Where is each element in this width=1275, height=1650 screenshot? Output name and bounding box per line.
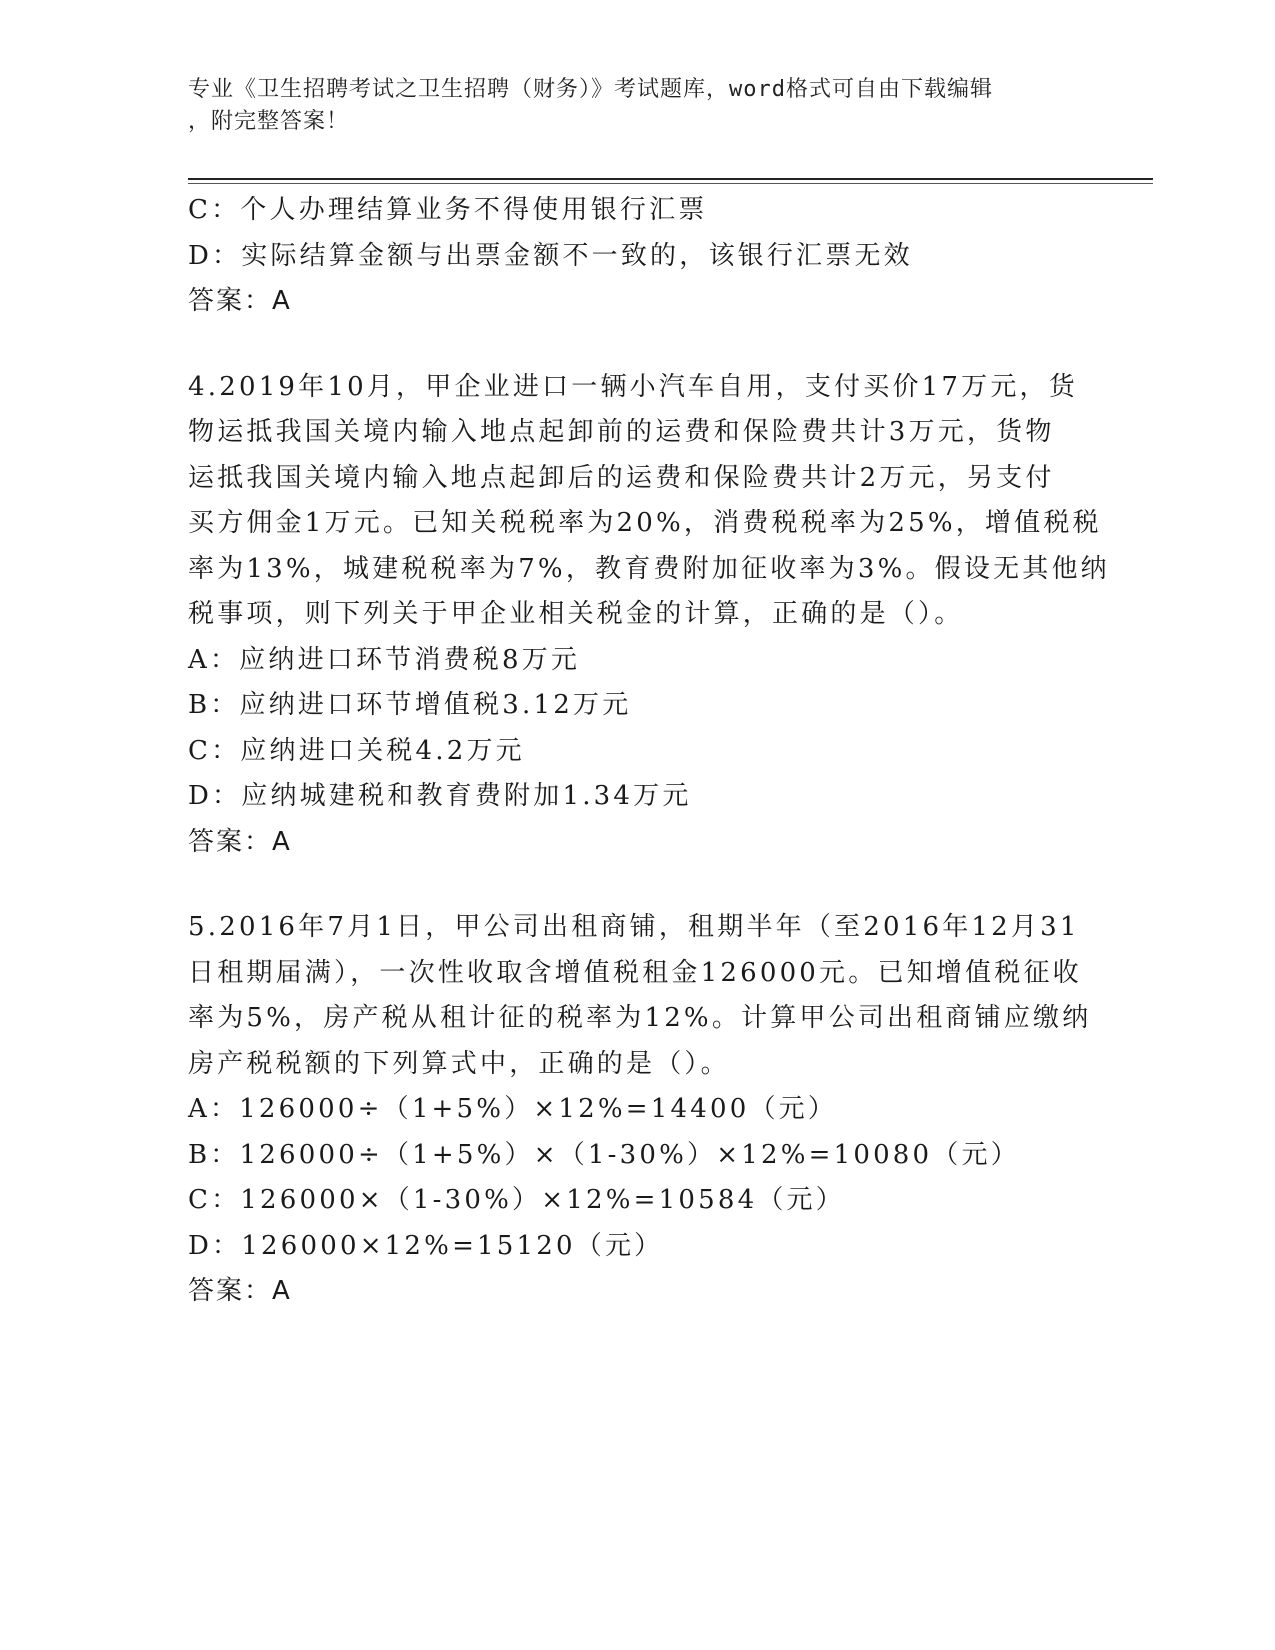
- option-b: B：应纳进口环节增值税3.12万元: [188, 690, 632, 720]
- option-d: D：实际结算金额与出票金额不一致的，该银行汇票无效: [188, 240, 913, 271]
- question-text-line: 税事项，则下列关于甲企业相关税金的计算，正确的是（）。: [188, 599, 964, 629]
- question-text-line: 日租期届满），一次性收取含增值税租金126000元。已知增值税征收: [188, 957, 1082, 988]
- question-4: [188, 365, 1110, 866]
- answer-line: 答案：A: [188, 286, 292, 316]
- question-text-line: 房产税税额的下列算式中，正确的是（）。: [188, 1048, 730, 1079]
- header-line-2: ，附完整答案！: [188, 109, 350, 134]
- option-c: C：应纳进口关税4.2万元: [188, 735, 525, 766]
- option-d: D：126000×12%=15120（元）: [188, 1230, 664, 1261]
- option-a: A：应纳进口环节消费税8万元: [188, 644, 581, 675]
- header-rule-thin: [188, 183, 1153, 184]
- option-c: C：126000×（1-30%）×12%=10584（元）: [188, 1185, 845, 1215]
- question-text-line: 5.2016年7月1日，甲公司出租商铺，租期半年（至2016年12月31: [188, 912, 1080, 942]
- question-text-line: 买方佣金1万元。已知关税税率为20%，消费税税率为25%，增值税税: [188, 508, 1102, 538]
- question-3-tail: [188, 188, 1088, 325]
- answer-line: 答案：A: [188, 826, 292, 857]
- spacer: [188, 865, 1088, 905]
- question-text-line: 物运抵我国关境内输入地点起卸前的运费和保险费共计3万元，货物: [188, 417, 1055, 447]
- page-header: [188, 74, 1078, 138]
- question-5: [188, 905, 1092, 1315]
- question-text-line: 4.2019年10月，甲企业进口一辆小汽车自用，支付买价17万元，货: [188, 371, 1078, 402]
- spacer: [188, 325, 1088, 365]
- option-d: D：应纳城建税和教育费附加1.34万元: [188, 781, 692, 811]
- option-c: C：个人办理结算业务不得使用银行汇票: [188, 195, 708, 225]
- header-rule-thick: [188, 178, 1153, 180]
- question-text-line: 率为13%，城建税税率为7%，教育费附加征收率为3%。假设无其他纳: [188, 553, 1110, 584]
- answer-line: 答案：A: [188, 1276, 292, 1306]
- option-b: B：126000÷（1+5%）×（1-30%）×12%=10080（元）: [188, 1139, 1020, 1170]
- header-line-1: 专业《卫生招聘考试之卫生招聘（财务）》考试题库，word格式可自由下载编辑: [188, 77, 993, 102]
- question-text-line: 运抵我国关境内输入地点起卸后的运费和保险费共计2万元，另支付: [188, 462, 1055, 493]
- option-a: A：126000÷（1+5%）×12%=14400（元）: [188, 1094, 838, 1124]
- document-body: [188, 188, 1110, 1315]
- question-text-line: 率为5%，房产税从租计征的税率为12%。计算甲公司出租商铺应缴纳: [188, 1003, 1092, 1033]
